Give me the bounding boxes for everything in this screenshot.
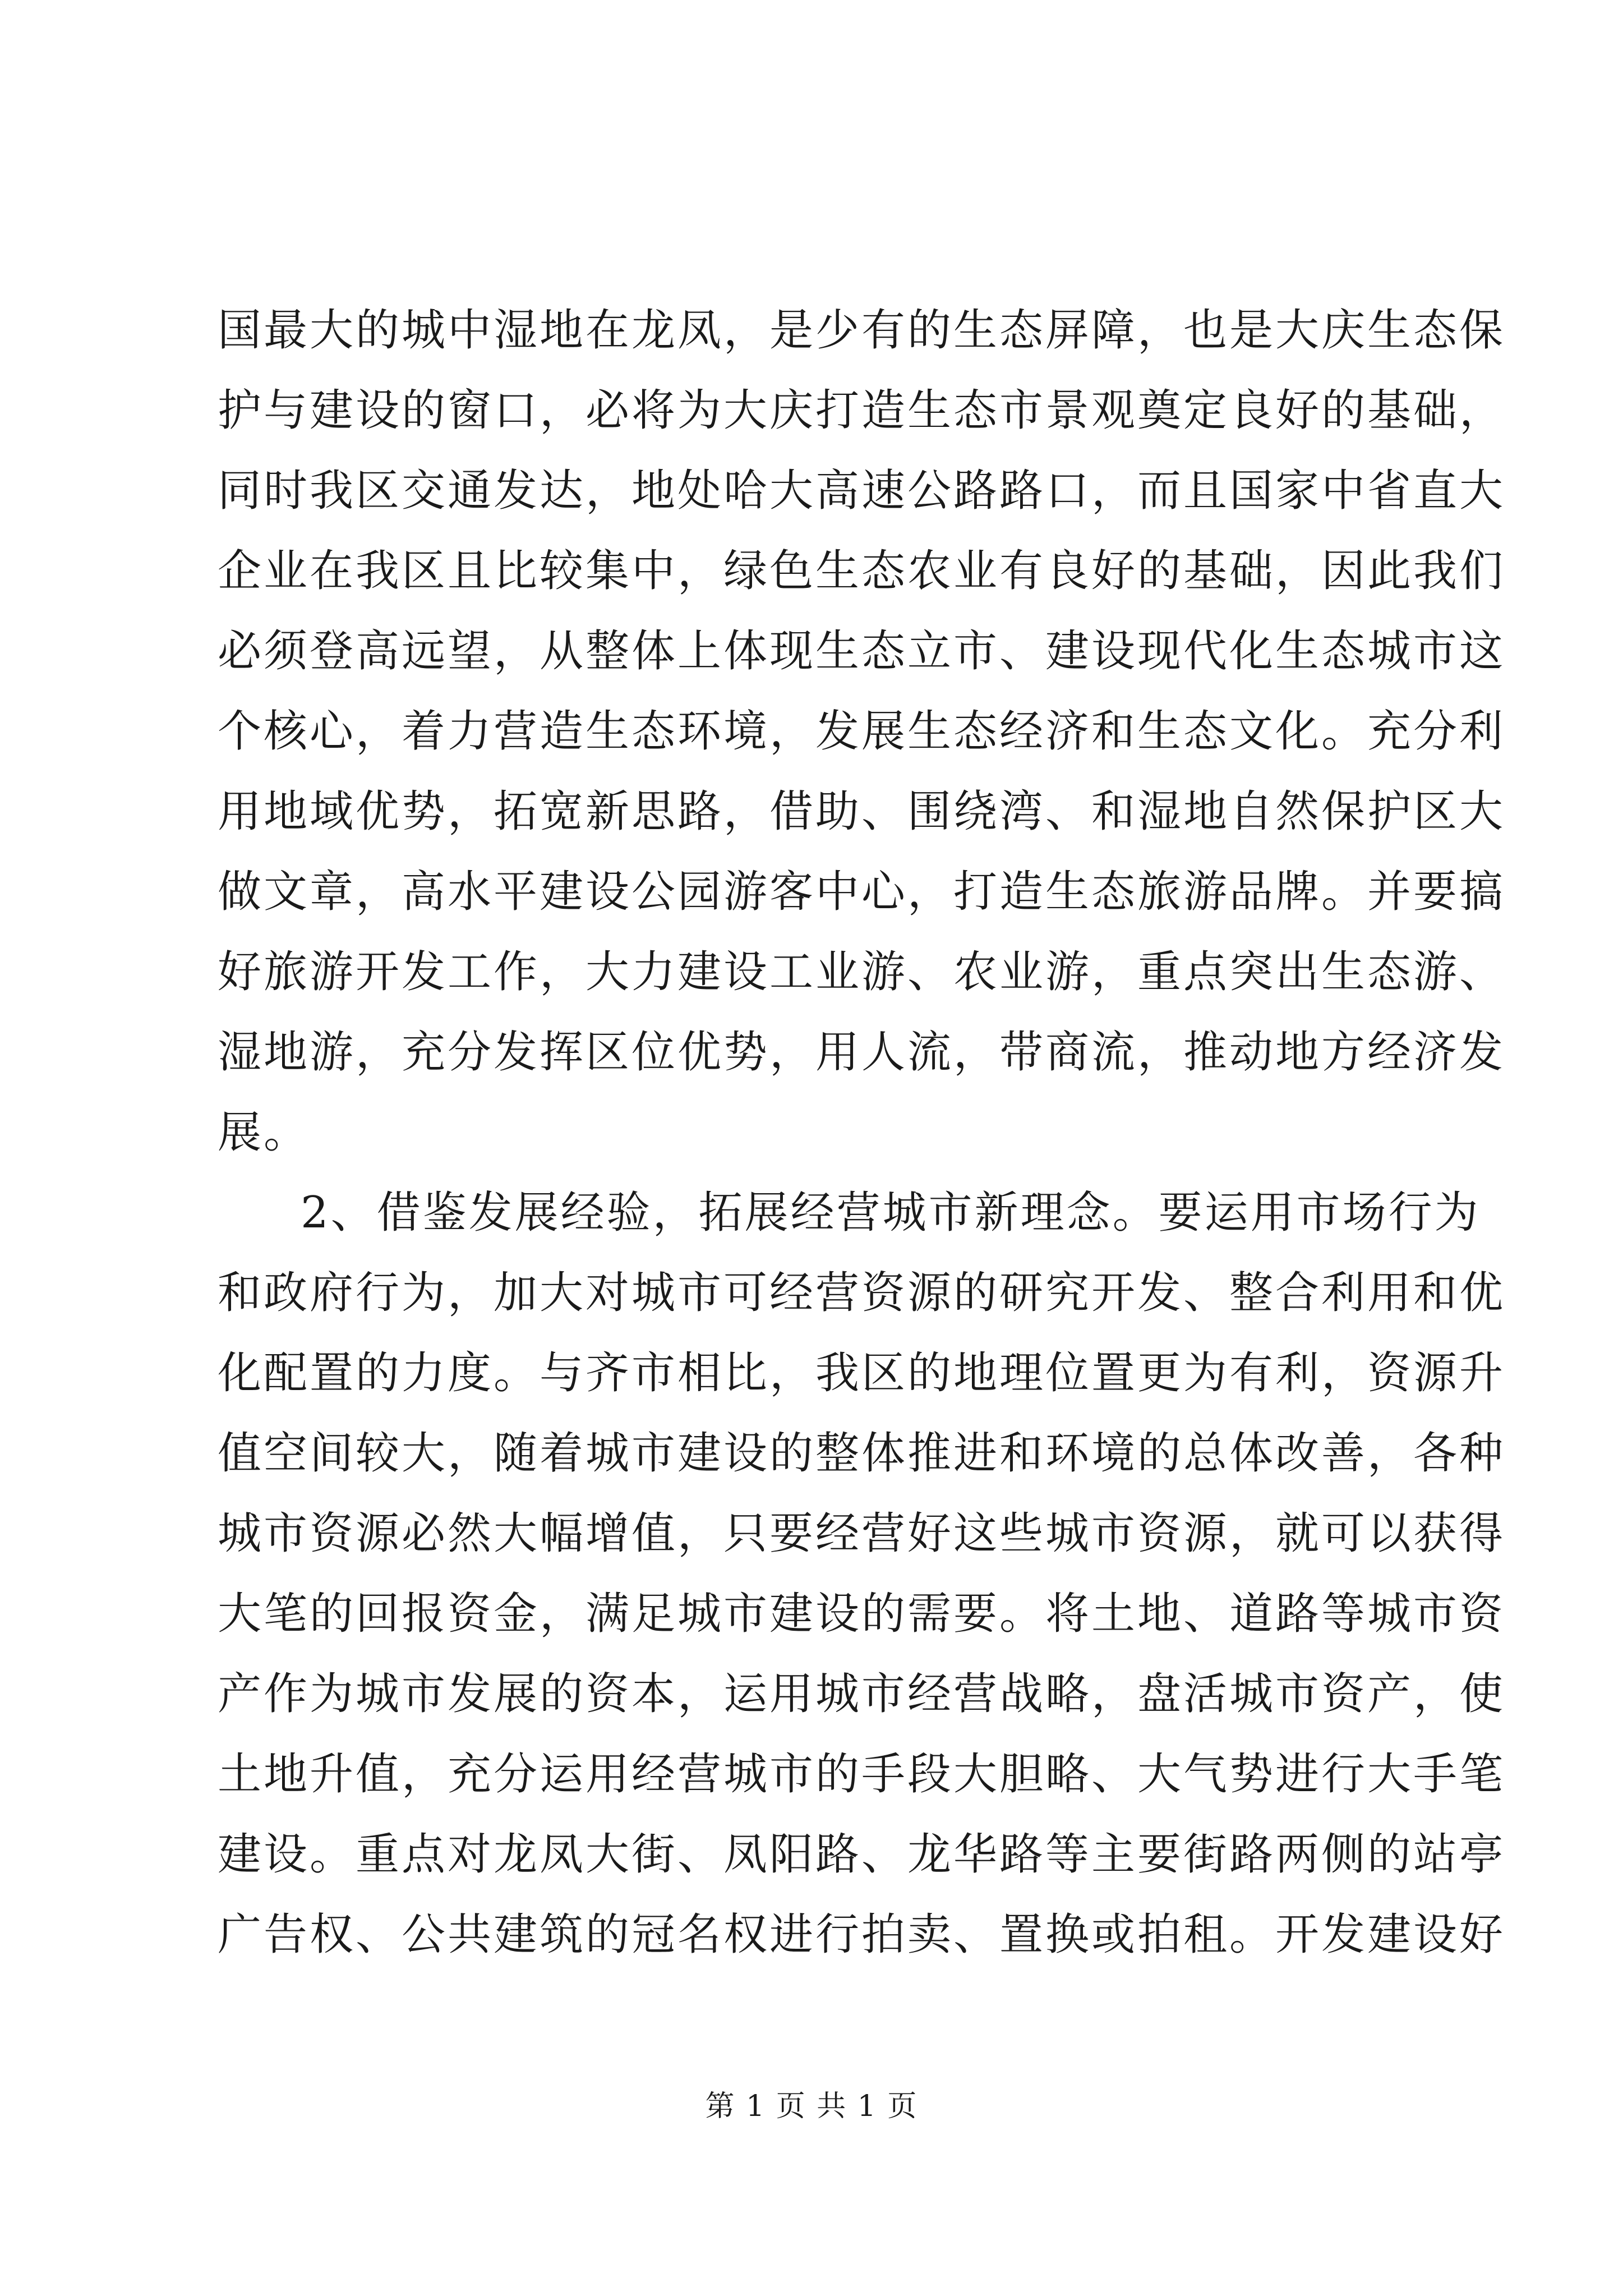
text-line: 好旅游开发工作，大力建设工业游、农业游，重点突出生态游、 xyxy=(218,947,1506,997)
text-line: 展。 xyxy=(218,1107,310,1158)
text-line: 护与建设的窗口，必将为大庆打造生态市景观奠定良好的基础， xyxy=(218,385,1506,436)
text-line: 大笔的回报资金，满足城市建设的需要。将土地、道路等城市资 xyxy=(218,1589,1506,1639)
page-number-footer: 第 1 页 共 1 页 xyxy=(705,2090,918,2123)
text-line: 城市资源必然大幅增值，只要经营好这些城市资源，就可以获得 xyxy=(218,1508,1506,1559)
text-line: 广告权、公共建筑的冠名权进行拍卖、置换或拍租。开发建设好 xyxy=(218,1910,1506,1960)
text-line: 土地升值，充分运用经营城市的手段大胆略、大气势进行大手笔 xyxy=(218,1749,1506,1800)
text-line: 化配置的力度。与齐市相比，我区的地理位置更为有利，资源升 xyxy=(218,1348,1506,1398)
text-line: 国最大的城中湿地在龙凤，是少有的生态屏障，也是大庆生态保 xyxy=(218,305,1506,356)
text-line: 同时我区交通发达，地处哈大高速公路路口，而且国家中省直大 xyxy=(218,466,1506,516)
text-line: 企业在我区且比较集中，绿色生态农业有良好的基础，因此我们 xyxy=(218,546,1506,596)
text-line: 个核心，着力营造生态环境，发展生态经济和生态文化。充分利 xyxy=(218,706,1506,757)
body-text xyxy=(218,291,1506,1975)
text-line: 建设。重点对龙凤大街、凤阳路、龙华路等主要街路两侧的站亭 xyxy=(218,1829,1506,1880)
text-line: 做文章，高水平建设公园游客中心，打造生态旅游品牌。并要搞 xyxy=(218,867,1506,917)
text-line: 用地域优势，拓宽新思路，借助、围绕湾、和湿地自然保护区大 xyxy=(218,786,1506,837)
text-line: 产作为城市发展的资本，运用城市经营战略，盘活城市资产，使 xyxy=(218,1669,1506,1719)
text-line: 必须登高远望，从整体上体现生态立市、建设现代化生态城市这 xyxy=(218,626,1506,677)
text-line: 值空间较大，随着城市建设的整体推进和环境的总体改善，各种 xyxy=(218,1428,1506,1479)
text-line: 湿地游，充分发挥区位优势，用人流，带商流，推动地方经济发 xyxy=(218,1027,1506,1078)
text-line: 和政府行为，加大对城市可经营资源的研究开发、整合利用和优 xyxy=(218,1268,1506,1318)
paragraph-start-line: 2、借鉴发展经验，拓展经营城市新理念。要运用市场行为 xyxy=(301,1188,1481,1238)
